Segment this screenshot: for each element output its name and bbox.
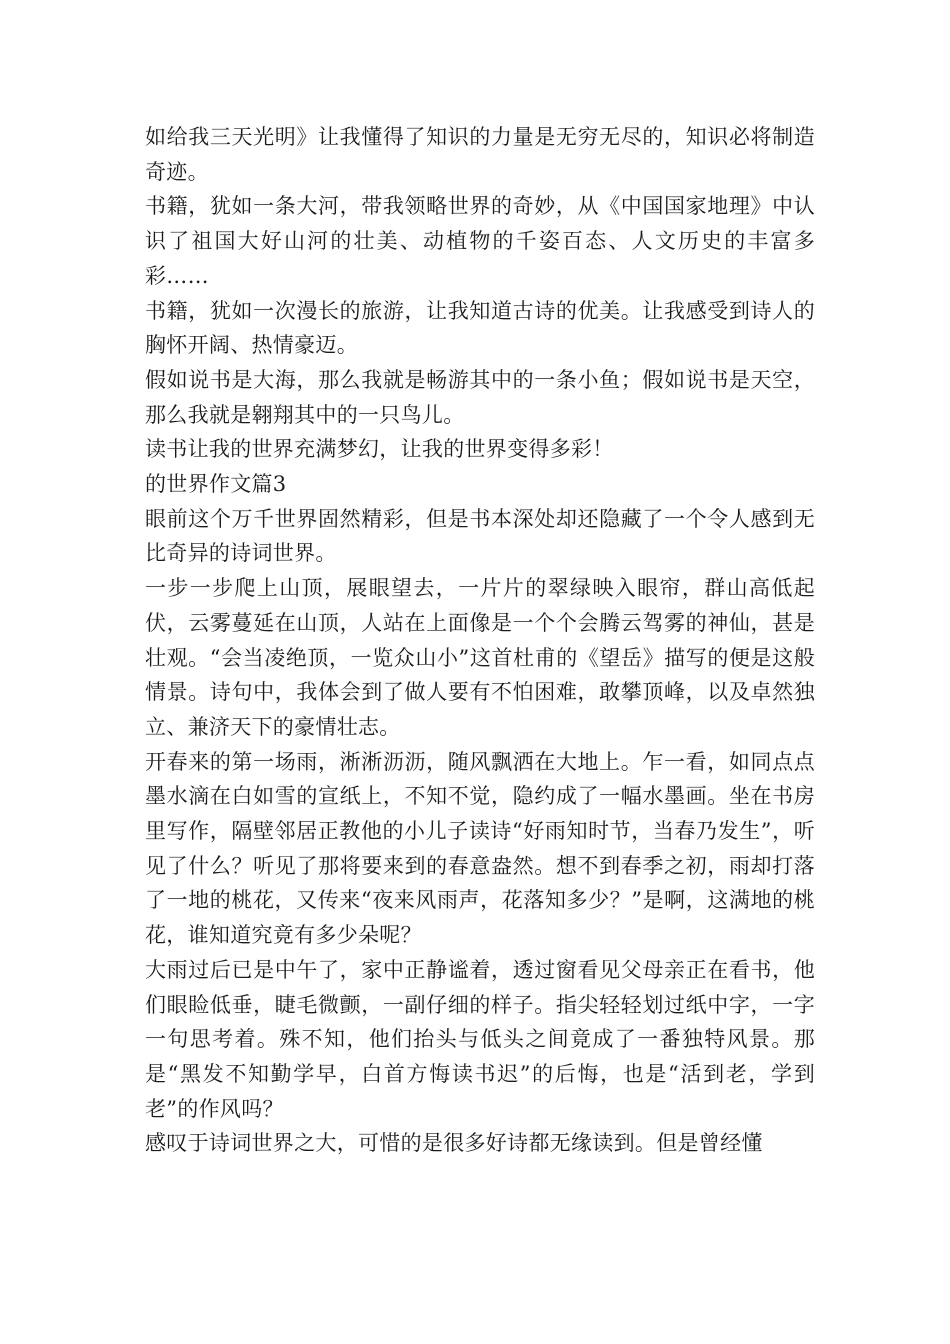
section-paragraph-5: 感叹于诗词世界之大，可惜的是很多好诗都无缘读到。但是曾经懂 bbox=[145, 1131, 763, 1156]
section-paragraph-3: 开春来的第一场雨，淅淅沥沥，随风飘洒在大地上。乍一看，如同点点墨水滴在白如雪的宣纸上，不知不觉，隐约成了一幅水墨画。坐在书房里写作，隔壁邻居正教他的小儿子读诗“好雨知时节，当春乃发生”，听见了什么？听见了那将要来到的春意盎然。想不到春季之初，雨却打落了一地的桃花，又传来“夜来风雨声，花落知多少？”是啊，这满地的桃花，谁知道究竟有多少朵呢？ bbox=[145, 749, 815, 948]
paragraph-2: 书籍，犹如一条大河，带我领略世界的奇妙，从《中国国家地理》中认识了祖国大好山河的壮美、动植物的千姿百态、人文历史的丰富多彩…… bbox=[145, 194, 815, 288]
paragraph-5: 读书让我的世界充满梦幻，让我的世界变得多彩！ bbox=[145, 437, 614, 462]
document-body bbox=[145, 120, 815, 1161]
section-paragraph-2: 一步一步爬上山顶，展眼望去，一片片的翠绿映入眼帘，群山高低起伏，云雾蔓延在山顶，人站在上面像是一个个会腾云驾雾的神仙，甚是壮观。“会当凌绝顶，一览众山小”这首杜甫的《望岳》描写的便是这般情景。诗句中，我体会到了做人要有不怕困难，敢攀顶峰，以及卓然独立、兼济天下的豪情壮志。 bbox=[145, 576, 815, 739]
section-paragraph-4: 大雨过后已是中午了，家中正静谧着，透过窗看见父母亲正在看书，他们眼睑低垂，睫毛微颤，一副仔细的样子。指尖轻轻划过纸中字，一字一句思考着。殊不知，他们抬头与低头之间竟成了一番独特风景。那是“黑发不知勤学早，白首方悔读书迟”的后悔，也是“活到老，学到老”的作风吗？ bbox=[145, 957, 815, 1121]
section-title: 的世界作文篇3 bbox=[145, 472, 287, 497]
paragraph-4: 假如说书是大海，那么我就是畅游其中的一条小鱼；假如说书是天空，那么我就是翱翔其中的一只鸟儿。 bbox=[145, 367, 815, 427]
paragraph-3: 书籍，犹如一次漫长的旅游，让我知道古诗的优美。让我感受到诗人的胸怀开阔、热情豪迈。 bbox=[145, 298, 815, 358]
paragraph-1: 如给我三天光明》让我懂得了知识的力量是无穷无尽的，知识必将制造奇迹。 bbox=[145, 125, 815, 184]
section-paragraph-1: 眼前这个万千世界固然精彩，但是书本深处却还隐藏了一个令人感到无比奇异的诗词世界。 bbox=[145, 506, 815, 566]
